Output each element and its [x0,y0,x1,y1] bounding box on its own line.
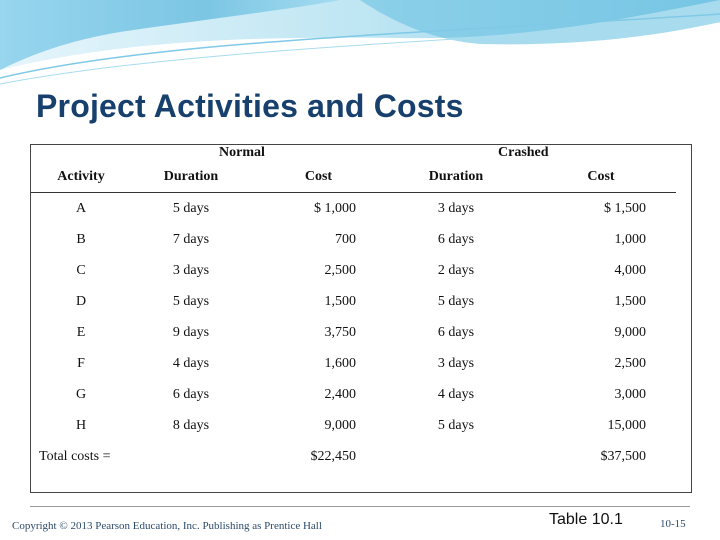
table-row [31,255,676,286]
activity-cell: H [75,417,87,433]
column-header-crashed-duration: Duration [386,161,526,193]
activity-cell: F [77,355,85,371]
activity-cell: G [75,386,87,402]
group-header-row [31,145,676,161]
activity-cell: B [76,231,86,247]
normal-cost-cell: 700 [335,231,356,247]
normal-duration-cell: 5 days [172,293,210,309]
header-banner [0,0,720,90]
crashed-total-cost: $37,500 [600,448,646,464]
table-row [31,193,676,225]
normal-duration-cell: 8 days [172,417,210,433]
table-row [31,348,676,379]
totals-label: Total costs = [39,448,111,464]
crashed-duration-cell: 3 days [437,355,475,371]
activity-cell: C [76,262,86,278]
table-caption: Table 10.1 [549,511,623,528]
normal-duration-cell: 5 days [172,200,210,216]
activity-cell: E [76,324,86,340]
normal-cost-cell: 1,500 [324,293,356,309]
column-header-crashed-cost: Cost [526,161,676,193]
normal-cost-cell: 3,750 [324,324,356,340]
crashed-cost-cell: 2,500 [614,355,646,371]
table-bottom-rule [30,491,690,507]
crashed-cost-cell: 9,000 [614,324,646,340]
column-header-activity: Activity [31,161,131,193]
normal-duration-cell: 9 days [172,324,210,340]
project-activities-table [31,145,676,472]
crashed-duration-cell: 6 days [437,324,475,340]
column-header-normal-duration: Duration [131,161,251,193]
totals-row [31,441,676,472]
normal-cost-cell: 2,400 [324,386,356,402]
normal-duration-cell: 4 days [172,355,210,371]
crashed-duration-cell: 6 days [437,231,475,247]
activity-cell: A [75,200,87,216]
crashed-duration-cell: 4 days [437,386,475,402]
table-row [31,379,676,410]
crashed-cost-cell: 3,000 [614,386,646,402]
normal-cost-cell: 1,600 [324,355,356,371]
table-row [31,224,676,255]
crashed-cost-cell: 4,000 [614,262,646,278]
normal-cost-cell: 9,000 [324,417,356,433]
normal-cost-cell: 2,500 [324,262,356,278]
table-row [31,317,676,348]
page-number: 10-15 [660,518,686,530]
normal-cost-cell: $ 1,000 [314,200,356,216]
column-header-row [31,161,676,193]
crashed-cost-cell: $ 1,500 [604,200,646,216]
normal-duration-cell: 7 days [172,231,210,247]
project-activities-table-frame [30,144,692,493]
normal-duration-cell: 6 days [172,386,210,402]
crashed-duration-cell: 5 days [437,417,475,433]
table-row [31,410,676,441]
crashed-cost-cell: 1,000 [614,231,646,247]
crashed-cost-cell: 1,500 [614,293,646,309]
crashed-duration-cell: 2 days [437,262,475,278]
crashed-duration-cell: 5 days [437,293,475,309]
normal-duration-cell: 3 days [172,262,210,278]
table-row [31,286,676,317]
activity-cell: D [75,293,87,309]
normal-total-cost: $22,450 [310,448,356,464]
crashed-duration-cell: 3 days [437,200,475,216]
copyright-notice: Copyright © 2013 Pearson Education, Inc. Publishing as Prentice Hall [12,520,322,532]
slide-title: Project Activities and Costs [36,88,464,124]
crashed-group-header: Crashed [498,145,549,160]
normal-group-header: Normal [219,145,265,160]
column-header-normal-cost: Cost [251,161,386,193]
crashed-cost-cell: 15,000 [607,417,646,433]
